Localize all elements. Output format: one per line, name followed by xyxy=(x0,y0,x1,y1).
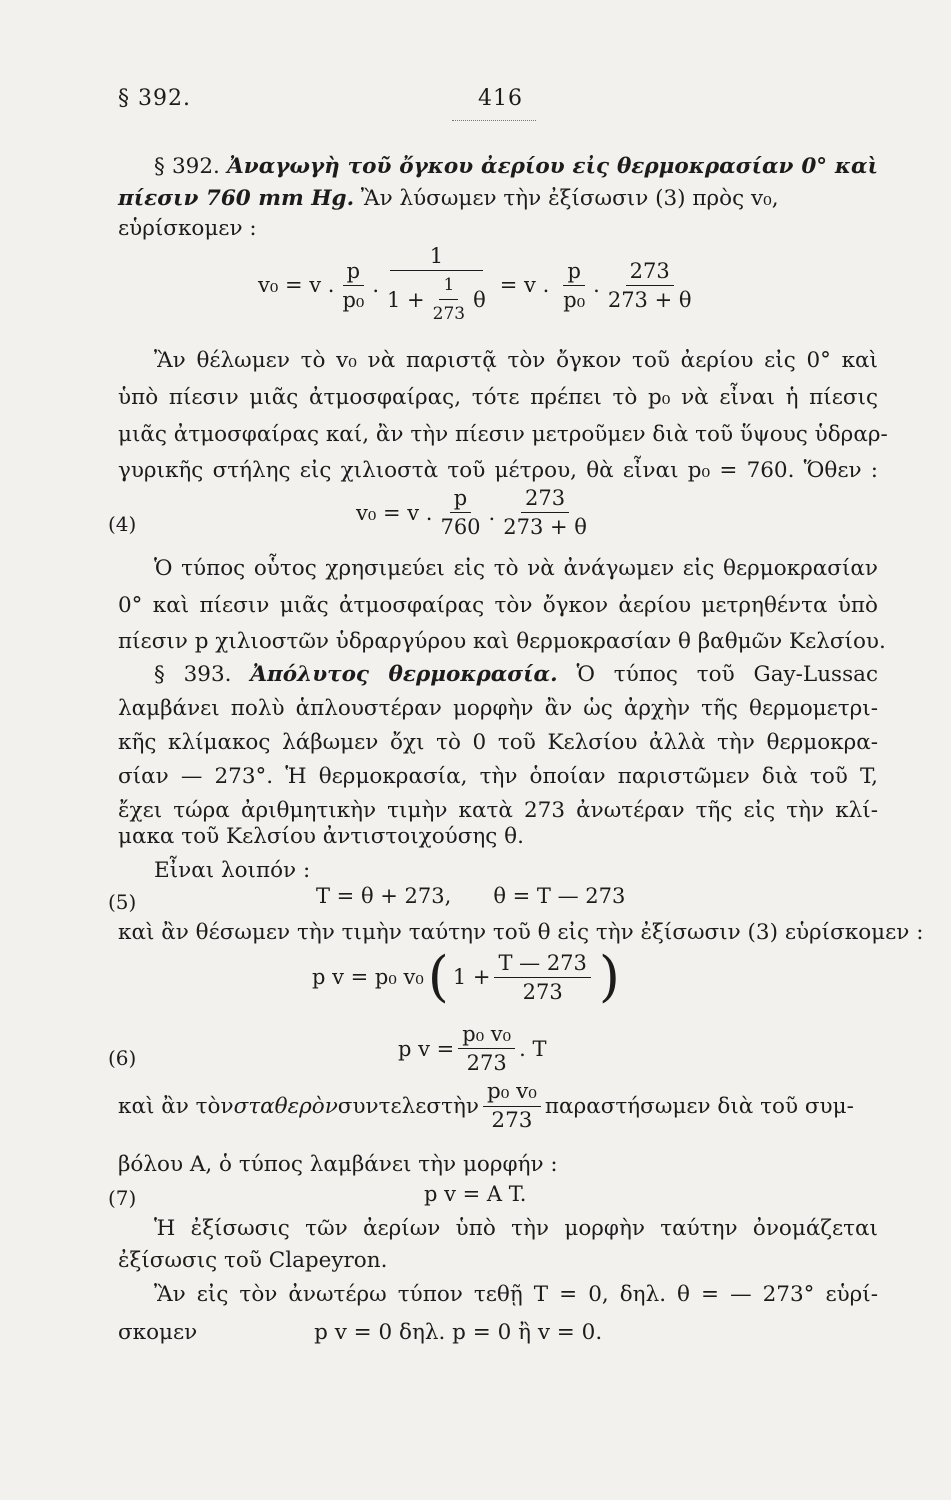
fraction-one-over-expansion: 1 1 + $\frac{1}{273}$ θ xyxy=(387,244,486,324)
line-constant: καὶ ἂν τὸν σταθερὸν συντελεστὴν $\frac{\text{p₀ v₀}}{273}$ παραστήσωμεν διὰ τοῦ συμ- xyxy=(118,1079,854,1133)
paragraph-3-line-1: Ἡ ἐξίσωσις τῶν ἀερίων ὑπὸ τὴν μορφὴν ταύτην ὀνομάζεται xyxy=(154,1216,878,1241)
equation-4-label: (4) xyxy=(108,512,137,536)
section-392-line-1 xyxy=(118,152,878,182)
section-392-number: § 392. xyxy=(154,154,228,179)
paragraph-2-line-3: πίεσιν p χιλιοστῶν ὑδραργύρου καὶ θερμοκρασίαν θ βαθμῶν Κελσίου. xyxy=(118,629,886,654)
section-392-title-part1: Ἀναγωγὴ τοῦ ὄγκου ἀερίου εἰς θερμοκρασίαν 0° καὶ xyxy=(227,154,878,179)
fraction-273-over-273-plus-theta: $\frac{273}{273 + \theta}$ xyxy=(607,258,692,312)
section-393-line-3: κῆς κλίμακος λάβωμεν ὄχι τὸ 0 τοῦ Κελσίου ἀλλὰ τὴν θερμοκρα- xyxy=(118,730,878,755)
equation-6-label: (6) xyxy=(108,1046,137,1070)
paragraph-1-line-3: μιᾶς ἀτμοσφαίρας καί, ἂν τὴν πίεσιν μετροῦμεν διὰ τοῦ ὕψους ὑδραρ- xyxy=(118,422,888,447)
equation-4: v₀ = v . $\frac{p}{760}$ . $\frac{273}{273 + \theta}$ xyxy=(356,486,587,539)
paragraph-4-line-2: σκομεν p v = 0 δηλ. p = 0 ἢ v = 0. xyxy=(118,1320,603,1345)
section-393-line-2: λαμβάνει πολὺ ἁπλουστέραν μορφὴν ἂν ὡς ἀρχὴν τῆς θερμομετρι- xyxy=(118,696,878,721)
equation-7: p v = A T. xyxy=(424,1182,527,1206)
equation-7-label: (7) xyxy=(108,1186,137,1210)
equation-5: T = θ + 273, θ = T — 273 xyxy=(316,884,626,908)
running-header-section: § 392. xyxy=(118,86,191,111)
paragraph-1-line-1: Ἂν θέλωμεν τὸ v₀ νὰ παριστᾷ τὸν ὄγκον τοῦ ἀερίου εἰς 0° καὶ xyxy=(154,348,878,373)
equation-6: p v = $\frac{\text{p₀ v₀}}{273}$ . T xyxy=(398,1022,547,1075)
paragraph-4-line-1: Ἂν εἰς τὸν ἀνωτέρω τύπον τεθῇ T = 0, δηλ. θ = — 273° εὑρί- xyxy=(154,1282,878,1307)
section-393-title: Ἀπόλυτος θερμοκρασία. xyxy=(250,662,558,687)
section-393-line-5: ἔχει τώρα ἀριθμητικὴν τιμὴν κατὰ 273 ἀνωτέραν τῆς εἰς τὴν κλί- xyxy=(118,798,878,823)
paragraph-2-line-1: Ὁ τύπος οὗτος χρησιμεύει εἰς τὸ νὰ ἀνάγωμεν εἰς θερμοκρασίαν xyxy=(154,556,878,581)
paragraph-1-line-2: ὑπὸ πίεσιν μιᾶς ἀτμοσφαίρας, τότε πρέπει τὸ p₀ νὰ εἶναι ἡ πίεσις xyxy=(118,385,878,410)
equation-pv-expanded: p v = p₀ v₀ ( 1 + $\frac{T — 273}{273}$ ) xyxy=(312,945,620,1008)
fraction-p-over-p0-2: $\frac{p}{\text{p₀}}$ xyxy=(563,258,586,312)
fraction-p-over-p0: $\frac{p}{\text{p₀}}$ xyxy=(342,258,365,312)
section-392-line-3: εὑρίσκομεν : xyxy=(118,216,257,241)
paragraph-2-line-2: 0° καὶ πίεσιν μιᾶς ἀτμοσφαίρας τὸν ὄγκον ἀερίου μετρηθέντα ὑπὸ xyxy=(118,593,878,618)
section-393-line-4: σίαν — 273°. Ἡ θερμοκρασία, τὴν ὁποίαν παριστῶμεν διὰ τοῦ T, xyxy=(118,764,878,789)
section-393-line-6: μακα τοῦ Κελσίου ἀντιστοιχούσης θ. xyxy=(118,824,524,849)
equation-5-label: (5) xyxy=(108,890,137,914)
section-392-line-2: πίεσιν 760 mm Hg. Ἂν λύσωμεν τὴν ἐξίσωσιν (3) πρὸς v₀, xyxy=(118,186,779,211)
paragraph-1-line-4: γυρικῆς στήλης εἰς χιλιοστὰ τοῦ μέτρου, θὰ εἶναι p₀ = 760. Ὅθεν : xyxy=(118,458,878,483)
page-number: 416 xyxy=(478,86,523,111)
line-after-eq5: καὶ ἂν θέσωμεν τὴν τιμὴν ταύτην τοῦ θ εἰς τὴν ἐξίσωσιν (3) εὑρίσκομεν : xyxy=(118,920,924,945)
section-393-line-1: § 393. Ἀπόλυτος θερμοκρασία. Ὁ τύπος τοῦ Gay-Lussac xyxy=(154,662,878,687)
section-392-title-part2: πίεσιν 760 mm Hg. xyxy=(118,186,355,211)
paragraph-3-line-2: ἐξίσωσις τοῦ Clapeyron. xyxy=(118,1248,388,1273)
line-symbol-a: βόλου A, ὁ τύπος λαμβάνει τὴν μορφήν : xyxy=(118,1152,558,1177)
equation-v0: v₀ = v . $\frac{p}{\text{p₀}}$ . 1 1 + $\frac{1}{273}$ θ = v . $\frac{p}{\text{p₀}}$ . $\frac{273}{273 + \theta}$ xyxy=(258,244,700,326)
header-rule xyxy=(452,120,536,121)
einai-loipon: Εἶναι λοιπόν : xyxy=(154,858,311,883)
